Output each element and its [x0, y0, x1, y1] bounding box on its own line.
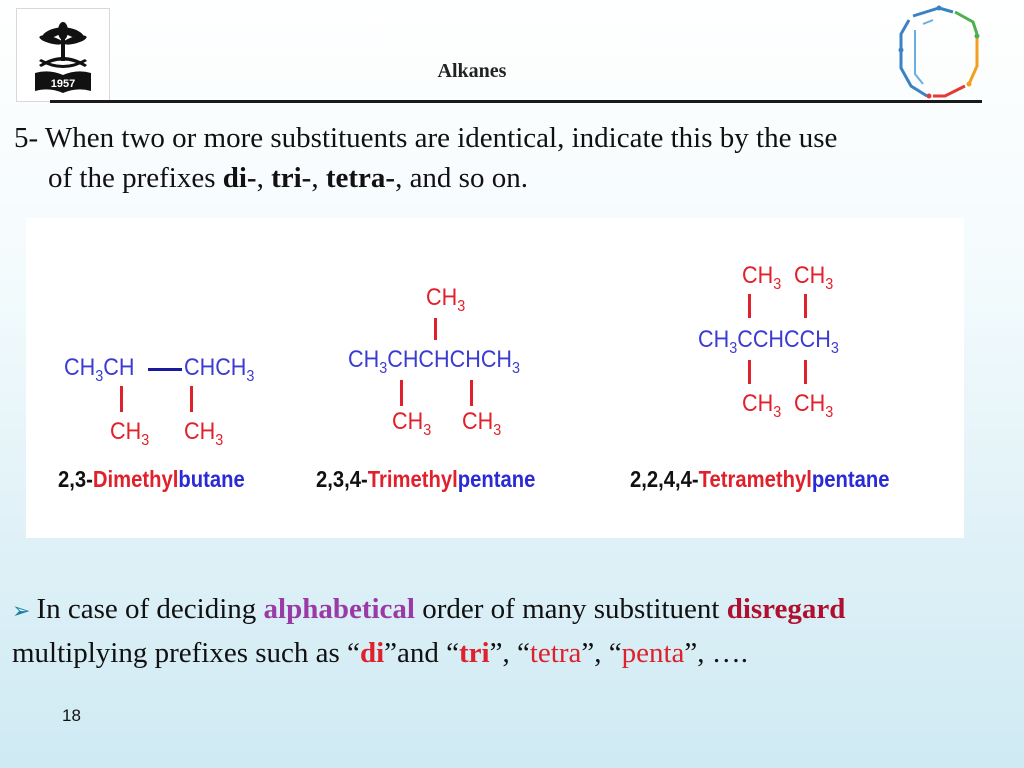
- methyl-group: $CH_3$: [426, 284, 466, 315]
- trimethylpentane-main-chain: $CH_3CHCHCHCH_3$: [348, 346, 521, 377]
- methyl-bond: [470, 380, 473, 406]
- methyl-group: $CH_3$: [742, 390, 782, 421]
- rule-line-2: [14, 158, 1014, 198]
- methyl-bond: [120, 386, 123, 412]
- note-line-1: ➢ In case of deciding alphabetical order of many substituent disregard: [12, 593, 846, 625]
- methyl-group: $CH_3$: [110, 418, 150, 449]
- header-divider: [50, 100, 982, 103]
- methyl-bond: [434, 318, 437, 340]
- methyl-group: $CH_3$: [392, 408, 432, 439]
- tetramethylpentane-main-chain: $CH_3CCHCCH_3$: [698, 326, 839, 357]
- college-logo: [893, 4, 985, 100]
- term-di: di: [359, 637, 385, 669]
- term-penta: penta: [621, 637, 685, 669]
- term-disregard: disregard: [726, 593, 846, 625]
- dimethylbutane-chain-right: $CHCH_3$: [184, 354, 255, 385]
- example-name-dimethylbutane: 2,3-Dimethylbutane: [58, 466, 245, 492]
- term-tetra: tetra: [529, 637, 582, 669]
- term-tri: tri: [459, 637, 490, 669]
- separator: ,: [256, 162, 272, 194]
- rule-paragraph: [14, 118, 1014, 198]
- circuit-ring-logo-icon: [893, 4, 985, 100]
- example-name-tetramethylpentane: 2,2,4,4-Tetramethylpentane: [630, 466, 890, 492]
- rule-line-1: [14, 118, 1014, 158]
- methyl-bond: [804, 294, 807, 318]
- page-number: 18: [62, 706, 81, 725]
- arrow-bullet-icon: ➢: [12, 598, 31, 623]
- methyl-group: $CH_3$: [794, 390, 834, 421]
- svg-text:1957: 1957: [50, 78, 76, 90]
- palm-swords-emblem-icon: [17, 9, 109, 101]
- methyl-bond: [748, 360, 751, 384]
- alphabetical-note: [12, 588, 1016, 674]
- ch-ch-bond: [148, 368, 182, 371]
- university-logo: [16, 8, 110, 102]
- example-name-trimethylpentane: 2,3,4-Trimethylpentane: [316, 466, 536, 492]
- methyl-bond: [748, 294, 751, 318]
- page-title: Alkanes: [437, 60, 507, 82]
- prefix-tetra: tetra-: [325, 162, 396, 194]
- methyl-group: $CH_3$: [742, 262, 782, 293]
- note-line-2: multiplying prefixes such as “di”and “tri”, “tetra”, “penta”, ….: [12, 637, 749, 669]
- structures-panel: [26, 218, 964, 538]
- separator: ,: [311, 162, 326, 194]
- methyl-group: $CH_3$: [462, 408, 502, 439]
- methyl-group: $CH_3$: [794, 262, 834, 293]
- rule-text-b: of the prefixes: [48, 162, 223, 194]
- rule-number: 5-: [14, 122, 39, 154]
- methyl-bond: [400, 380, 403, 406]
- term-alphabetical: alphabetical: [263, 593, 415, 625]
- rule-text-end: , and so on.: [395, 162, 528, 194]
- prefix-tri: tri-: [271, 162, 312, 194]
- prefix-di: di-: [222, 162, 257, 194]
- methyl-group: $CH_3$: [184, 418, 224, 449]
- methyl-bond: [190, 386, 193, 412]
- rule-text-a: When two or more substituents are identical, indicate this by the use: [44, 122, 838, 154]
- dimethylbutane-main-chain: $CH_3CH$: [64, 354, 135, 385]
- methyl-bond: [804, 360, 807, 384]
